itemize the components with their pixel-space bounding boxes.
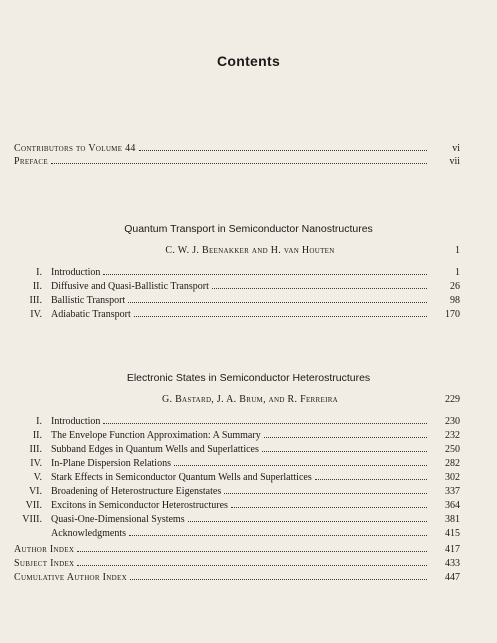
entry-label: Introduction bbox=[51, 267, 101, 278]
entry-label: Stark Effects in Semiconductor Quantum Wells and Superlattices bbox=[51, 472, 312, 483]
entry-label: Quasi-One-Dimensional Systems bbox=[51, 514, 185, 525]
leader-dots bbox=[174, 458, 427, 466]
entry-number: VIII. bbox=[22, 514, 42, 525]
page-title: Contents bbox=[216, 53, 281, 69]
entry-page: 417 bbox=[445, 544, 460, 555]
entry-page: 364 bbox=[445, 500, 460, 511]
entry-number: I. bbox=[36, 416, 42, 427]
entry-label: Author Index bbox=[14, 544, 75, 555]
leader-dots bbox=[103, 267, 427, 275]
entry-label: Diffusive and Quasi-Ballistic Transport bbox=[51, 281, 209, 292]
toc-entry bbox=[14, 309, 460, 320]
entry-page: 98 bbox=[450, 295, 460, 306]
toc-entry bbox=[14, 514, 460, 525]
entry-page: 337 bbox=[445, 486, 460, 497]
entry-number: V. bbox=[33, 472, 42, 483]
entry-page: 433 bbox=[445, 558, 460, 569]
entry-number: III. bbox=[29, 295, 42, 306]
entry-number: VII. bbox=[25, 500, 42, 511]
entry-label: Cumulative Author Index bbox=[14, 572, 127, 583]
entry-number: II. bbox=[32, 430, 42, 441]
leader-dots bbox=[77, 544, 427, 552]
leader-dots bbox=[188, 514, 427, 522]
entry-number: I. bbox=[36, 267, 42, 278]
chapter-title: Electronic States in Semiconductor Heterostructures bbox=[126, 372, 371, 384]
entry-page: 250 bbox=[445, 444, 460, 455]
entry-number: IV. bbox=[30, 309, 42, 320]
toc-entry bbox=[14, 486, 460, 497]
entry-page: 170 bbox=[445, 309, 460, 320]
leader-dots bbox=[130, 572, 427, 580]
entry-number: III. bbox=[29, 444, 42, 455]
toc-entry bbox=[14, 416, 460, 427]
entry-page: 302 bbox=[445, 472, 460, 483]
leader-dots bbox=[315, 472, 427, 480]
entry-number: II. bbox=[32, 281, 42, 292]
toc-entry bbox=[14, 267, 460, 278]
entry-label: The Envelope Function Approximation: A Summary bbox=[51, 430, 261, 441]
toc-entry bbox=[14, 500, 460, 511]
toc-entry-cumulative-author-index bbox=[14, 572, 460, 583]
entry-number: VI. bbox=[28, 486, 42, 497]
leader-dots bbox=[231, 500, 427, 508]
entry-label: Contributors to Volume 44 bbox=[14, 143, 136, 154]
entry-page: vi bbox=[452, 143, 460, 154]
toc-entry-preface bbox=[14, 156, 460, 167]
toc-entry bbox=[14, 472, 460, 483]
entry-page: 26 bbox=[450, 281, 460, 292]
toc-entry bbox=[14, 458, 460, 469]
leader-dots bbox=[128, 295, 427, 303]
toc-entry-contributors bbox=[14, 143, 460, 154]
leader-dots bbox=[224, 486, 427, 494]
leader-dots bbox=[262, 444, 427, 452]
toc-entry-subject-index bbox=[14, 558, 460, 569]
toc-entry bbox=[14, 444, 460, 455]
leader-dots bbox=[77, 558, 427, 566]
toc-entry-acknowledgments bbox=[14, 528, 460, 539]
toc-entry bbox=[14, 430, 460, 441]
entry-page: 381 bbox=[445, 514, 460, 525]
chapter-start-page: 229 bbox=[445, 394, 460, 405]
entry-label: Adiabatic Transport bbox=[51, 309, 131, 320]
entry-label: Subband Edges in Quantum Wells and Superlattices bbox=[51, 444, 259, 455]
entry-label: Introduction bbox=[51, 416, 101, 427]
chapter-start-page: 1 bbox=[455, 245, 460, 256]
entry-label: Preface bbox=[14, 156, 48, 167]
entry-label: Ballistic Transport bbox=[51, 295, 126, 306]
toc-entry-author-index bbox=[14, 544, 460, 555]
leader-dots bbox=[134, 309, 427, 317]
leader-dots bbox=[51, 156, 427, 164]
chapter-title: Quantum Transport in Semiconductor Nanostructures bbox=[124, 223, 373, 235]
entry-label: Subject Index bbox=[14, 558, 75, 569]
entry-page: 447 bbox=[445, 572, 460, 583]
chapter-authors: C. W. J. Beenakker and H. van Houten bbox=[165, 245, 335, 256]
entry-page: 415 bbox=[445, 528, 460, 539]
leader-dots bbox=[212, 281, 427, 289]
entry-page: 282 bbox=[445, 458, 460, 469]
entry-page: vii bbox=[449, 156, 460, 167]
entry-number: IV. bbox=[30, 458, 42, 469]
entry-page: 1 bbox=[455, 267, 460, 278]
leader-dots bbox=[264, 430, 427, 438]
leader-dots bbox=[129, 528, 427, 536]
entry-label: In-Plane Dispersion Relations bbox=[51, 458, 171, 469]
entry-label: Broadening of Heterostructure Eigenstates bbox=[51, 486, 222, 497]
chapter-authors: G. Bastard, J. A. Brum, and R. Ferreira bbox=[161, 394, 339, 405]
leader-dots bbox=[139, 143, 427, 151]
leader-dots bbox=[103, 416, 427, 424]
toc-entry bbox=[14, 281, 460, 292]
entry-page: 230 bbox=[445, 416, 460, 427]
entry-label: Excitons in Semiconductor Heterostructures bbox=[51, 500, 228, 511]
entry-page: 232 bbox=[445, 430, 460, 441]
entry-label: Acknowledgments bbox=[51, 528, 126, 539]
toc-entry bbox=[14, 295, 460, 306]
